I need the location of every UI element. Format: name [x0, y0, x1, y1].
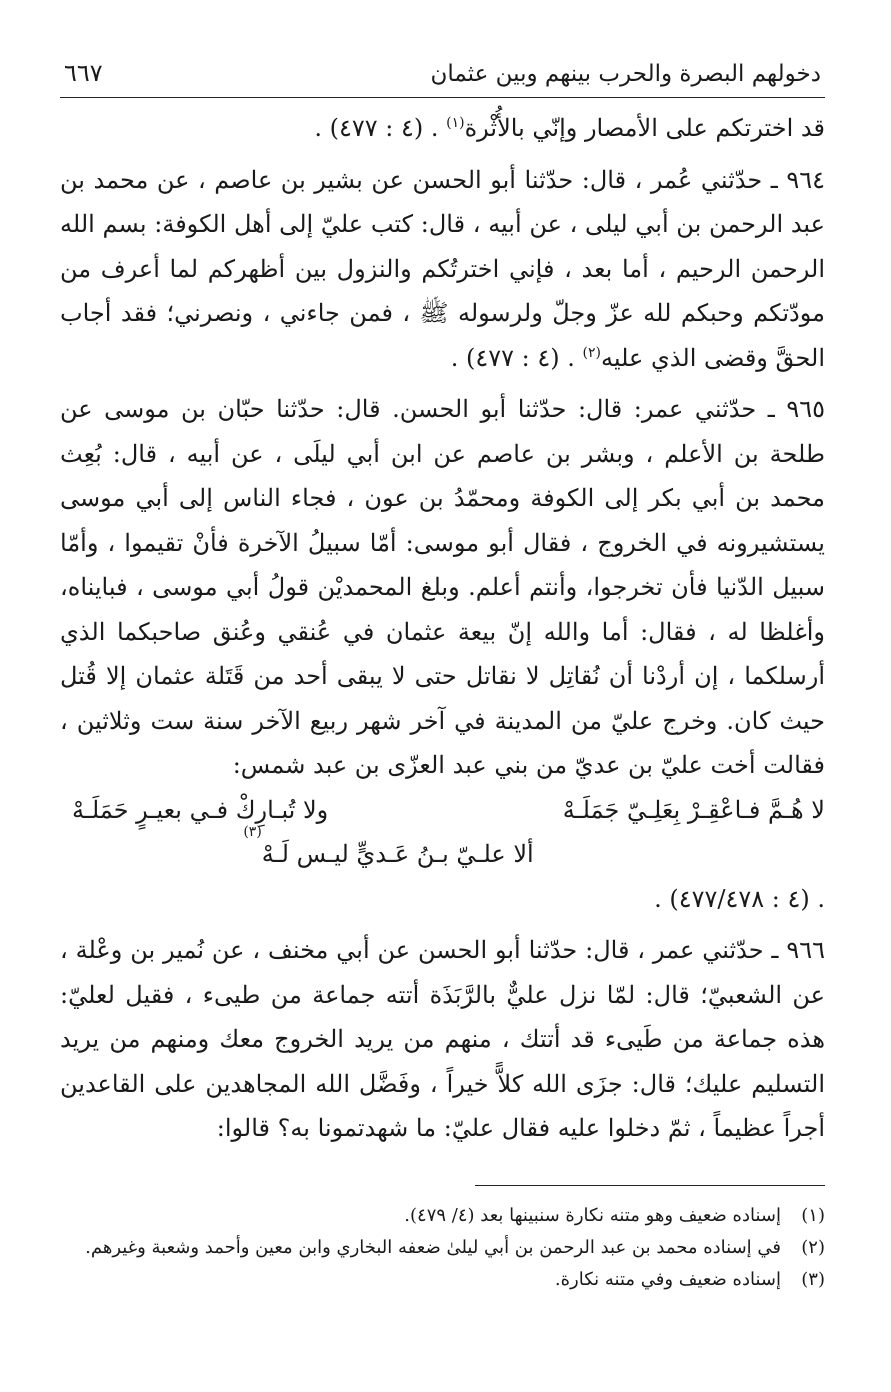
- paragraph-text: ٩٦٦ ـ حدّثني عمر ، قال: حدّثنا أبو الحسن عن أبي مخنف ، عن نُمير بن وعْلة ، عن الشعبيّ؛ قال: لمّا نزل عليٌّ بالرَّبَذَة أتته جماعة من طيىء ، فقيل لعليّ: هذه جماعة من طَيىء قد أتتك ، منهم من يريد الخروج معك ومنهم من يريد التسليم عليك؛ قال: جزَى الله كلاًّ خيراً ، وفَضَّل الله المجاهدين على القاعدين أجراً عظيماً ، ثمّ دخلوا عليه فقال عليّ: ما شهدتمونا به؟ قالوا:: [60, 936, 825, 1142]
- verse-hemistich: ألا علـيّ بـنُ عَـديٍّ ليـس لَـهْ: [261, 840, 534, 868]
- main-text: [60, 106, 825, 1151]
- footnote-ref[interactable]: (٢): [582, 344, 601, 361]
- footnote-ref[interactable]: (٣): [243, 824, 262, 840]
- footnote-text: إسناده ضعيف وفي متنه نكارة.: [554, 1268, 781, 1290]
- verse-line: [60, 788, 825, 833]
- footnote-number: (٢): [801, 1236, 825, 1258]
- footnote-text: في إسناده محمد بن عبد الرحمن بن أبي ليلىٰ ضعفه البخاري وابن معين وأحمد وشعبة وغيرهم.: [85, 1236, 781, 1258]
- footnote-divider: [475, 1185, 825, 1186]
- paragraph-965: [60, 387, 825, 788]
- footnote-item: [60, 1200, 825, 1232]
- footnote-ref[interactable]: (١): [446, 115, 465, 131]
- paragraph-text: قد اخترتكم على الأمصار وإنّي بالأُثْرة: [464, 114, 825, 142]
- paragraph-964: [60, 158, 825, 381]
- footnote-item: [60, 1264, 825, 1296]
- paragraph-text: ٩٦٥ ـ حدّثني عمر: قال: حدّثنا أبو الحسن. قال: حدّثنا حبّان بن موسى عن طلحة بن الأعلم ، وبشر بن عاصم عن ابن أبي ليلَى ، عن أبيه ، قال: بُعِث محمد بن أبي بكر إلى الكوفة ومحمّدُ بن عون ، فجاء الناس إلى أبي موسى يستشيرونه في الخروج ، فقال أبو موسى: أمّا سبيلُ الآخرة فأنْ تقيموا ، وأمّا سبيل الدّنيا فأن تخرجوا، وأنتم أعلم. وبلغ المحمديْن قولُ أبي موسى ، فبايناه، وأغلظا له ، فقال: أما والله إنّ بيعة عثمان في عُنقي وعُنق صاحبكما الذي أرسلكما ، إن أردْنا أن نُقاتِل لا نقاتل حتى لا يبقى أحد من قَتَلة عثمان إلا قُتل حيث كان. وخرج عليّ من المدينة في آخر شهر ربيع الآخر سنة ست وثلاثين ، فقالت أخت عليّ بن عديّ من بني عبد العزّى بن عبد شمس:: [60, 395, 826, 779]
- footnote-number: (٣): [801, 1268, 825, 1290]
- page-number: ٦٦٧: [64, 59, 103, 87]
- footnote-text: إسناده ضعيف وهو متنه نكارة سنبينها بعد (٤/ ٤٧٩).: [404, 1204, 781, 1226]
- paragraph-text: ٩٦٤ ـ حدّثني عُمر ، قال: حدّثنا أبو الحسن عن بشير بن عاصم ، عن محمد بن عبد الرحمن بن أبي ليلى ، عن أبيه ، قال: كتب عليّ إلى أهل الكوفة: بسم الله الرحمن الرحيم ، أما بعد ، فإني اخترتُكم والنزول بين أظهركم لما أعرف من مودّتكم وحبكم لله عزّ وجلّ ولرسوله ﷺ ، فمن جاءني ، ونصرني؛ فقد أجاب الحقَّ وقضى الذي عليه: [60, 165, 826, 372]
- citation: . (٤ : ٤٧٧) .: [314, 114, 447, 142]
- running-title: دخولهم البصرة والحرب بينهم وبين عثمان: [430, 61, 821, 87]
- running-header: [60, 56, 825, 98]
- poem-verse: [60, 788, 825, 877]
- footnote-number: (١): [801, 1204, 825, 1226]
- footnote-item: [60, 1232, 825, 1264]
- paragraph-continuation: [60, 106, 825, 151]
- citation: . (٤ : ٤٧٧/٤٧٨) .: [654, 884, 825, 913]
- footnotes: [60, 1200, 825, 1296]
- verse-line: [60, 824, 825, 877]
- verse-hemistich: ولا تُبـارِكْ فـي بعيـرٍ حَمَلَـهْ: [72, 795, 329, 824]
- citation: . (٤ : ٤٧٧) .: [450, 343, 583, 372]
- paragraph-966: [60, 928, 825, 1151]
- book-page: [60, 56, 825, 1296]
- verse-hemistich: لا هُـمَّ فـاعْقِـرْ بِعَلِـيّ جَمَلَـهْ: [562, 795, 825, 824]
